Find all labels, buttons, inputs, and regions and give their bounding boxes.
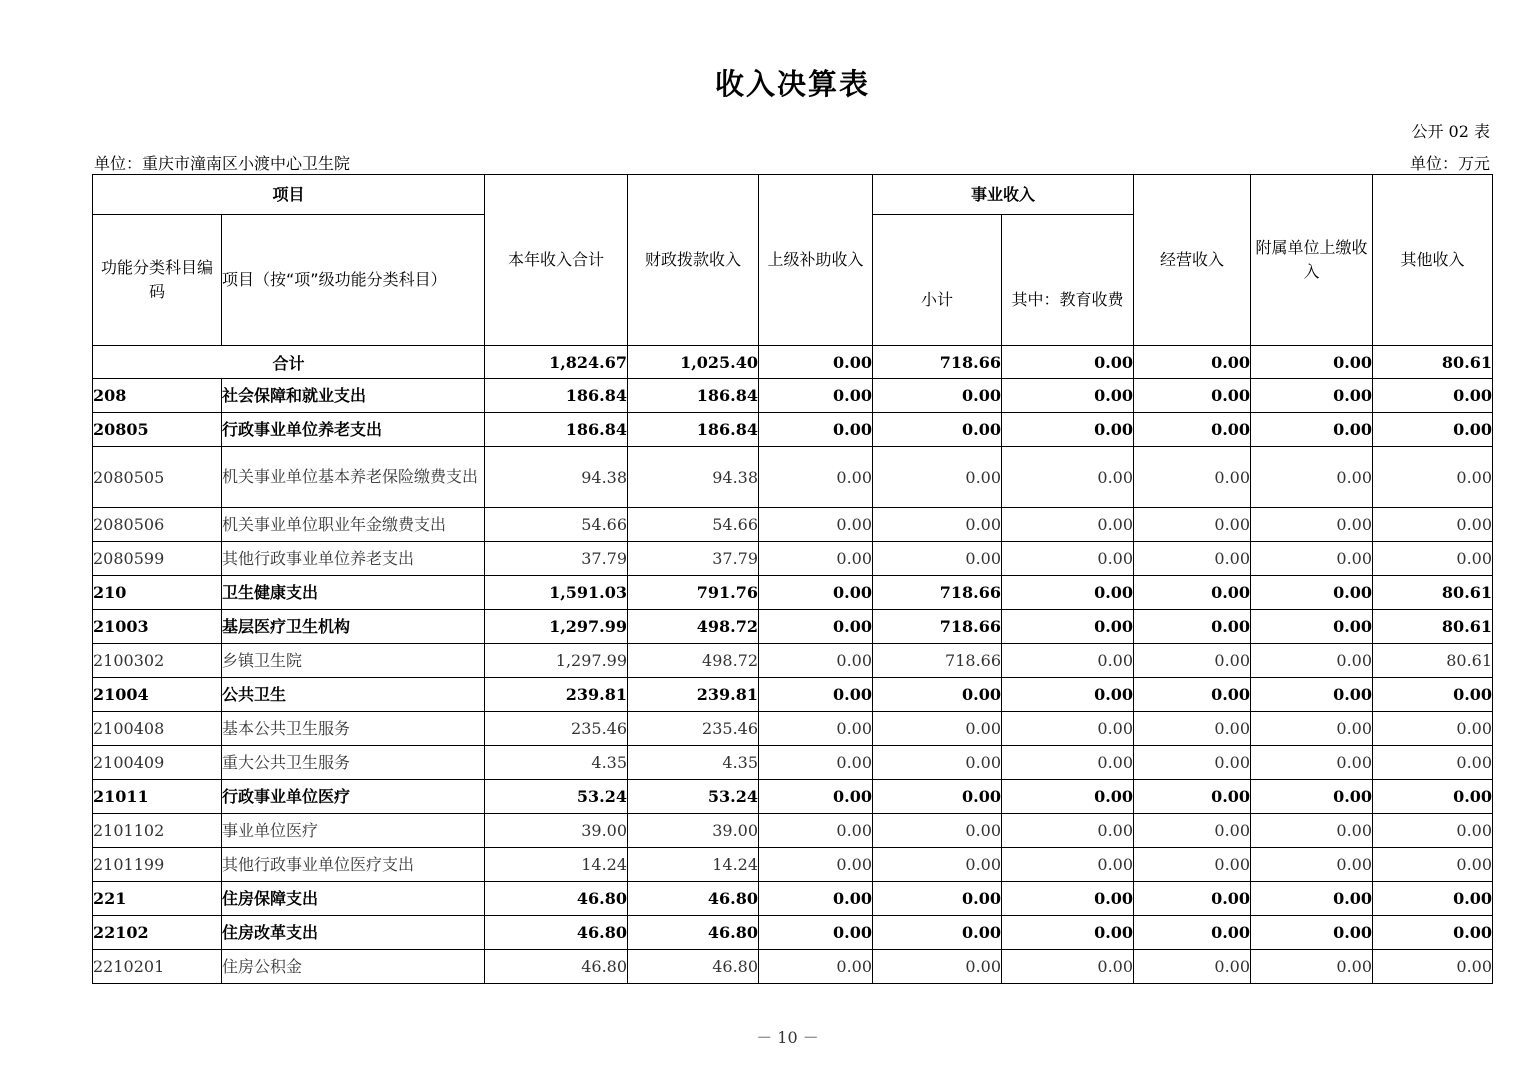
row-name: 卫生健康支出 <box>222 576 485 610</box>
row-value: 0.00 <box>759 379 873 413</box>
row-value: 0.00 <box>759 542 873 576</box>
row-value: 53.24 <box>485 780 628 814</box>
row-value: 4.35 <box>628 746 759 780</box>
row-value: 0.00 <box>1002 379 1134 413</box>
row-value: 0.00 <box>1134 678 1251 712</box>
row-code: 2101102 <box>93 814 222 848</box>
row-value: 186.84 <box>485 379 628 413</box>
row-name: 其他行政事业单位医疗支出 <box>222 848 485 882</box>
row-value: 718.66 <box>873 644 1002 678</box>
row-value: 0.00 <box>1134 916 1251 950</box>
row-value: 0.00 <box>1373 678 1493 712</box>
total-value: 0.00 <box>759 346 873 379</box>
row-code: 22102 <box>93 916 222 950</box>
row-value: 498.72 <box>628 644 759 678</box>
row-value: 46.80 <box>485 882 628 916</box>
header-project: 项目 <box>93 175 485 215</box>
header-code: 功能分类科目编码 <box>93 215 222 346</box>
row-value: 0.00 <box>1373 882 1493 916</box>
row-value: 0.00 <box>1134 814 1251 848</box>
table-row <box>93 712 1493 746</box>
form-number: 公开 02 表 <box>1411 122 1490 141</box>
row-name: 公共卫生 <box>222 678 485 712</box>
row-value: 46.80 <box>628 882 759 916</box>
row-value: 80.61 <box>1373 644 1493 678</box>
row-value: 0.00 <box>1373 542 1493 576</box>
row-value: 0.00 <box>1134 576 1251 610</box>
reporting-unit: 单位：重庆市潼南区小渡中心卫生院 <box>94 154 351 173</box>
row-value: 0.00 <box>1134 447 1251 508</box>
row-value: 0.00 <box>1134 712 1251 746</box>
row-value: 37.79 <box>485 542 628 576</box>
row-value: 0.00 <box>1134 379 1251 413</box>
row-value: 0.00 <box>1002 814 1134 848</box>
row-value: 0.00 <box>1373 413 1493 447</box>
row-value: 0.00 <box>1251 950 1373 984</box>
row-value: 0.00 <box>873 678 1002 712</box>
table-row <box>93 746 1493 780</box>
row-value: 0.00 <box>1002 848 1134 882</box>
row-value: 0.00 <box>1134 610 1251 644</box>
row-value: 0.00 <box>1134 508 1251 542</box>
row-value: 0.00 <box>1373 712 1493 746</box>
row-value: 1,297.99 <box>485 644 628 678</box>
row-value: 1,297.99 <box>485 610 628 644</box>
row-value: 0.00 <box>1002 678 1134 712</box>
row-value: 46.80 <box>485 950 628 984</box>
header-education: 其中：教育收费 <box>1002 215 1134 346</box>
row-name: 事业单位医疗 <box>222 814 485 848</box>
row-value: 80.61 <box>1373 610 1493 644</box>
row-value: 0.00 <box>1134 542 1251 576</box>
table-row <box>93 508 1493 542</box>
row-value: 0.00 <box>759 508 873 542</box>
header-affiliated: 附属单位上缴收入 <box>1251 175 1373 346</box>
total-value: 0.00 <box>1002 346 1134 379</box>
row-value: 0.00 <box>1134 746 1251 780</box>
row-value: 0.00 <box>759 610 873 644</box>
row-value: 0.00 <box>873 916 1002 950</box>
row-value: 0.00 <box>759 746 873 780</box>
row-value: 14.24 <box>485 848 628 882</box>
table-row <box>93 644 1493 678</box>
row-code: 221 <box>93 882 222 916</box>
table-row <box>93 413 1493 447</box>
row-code: 2100302 <box>93 644 222 678</box>
row-value: 0.00 <box>1134 950 1251 984</box>
row-value: 0.00 <box>1251 848 1373 882</box>
row-value: 14.24 <box>628 848 759 882</box>
row-value: 186.84 <box>628 413 759 447</box>
row-name: 基本公共卫生服务 <box>222 712 485 746</box>
row-value: 0.00 <box>873 712 1002 746</box>
row-value: 0.00 <box>759 447 873 508</box>
row-value: 0.00 <box>1373 950 1493 984</box>
total-value: 1,824.67 <box>485 346 628 379</box>
row-name: 重大公共卫生服务 <box>222 746 485 780</box>
row-value: 0.00 <box>873 780 1002 814</box>
row-name: 机关事业单位职业年金缴费支出 <box>222 508 485 542</box>
row-value: 0.00 <box>759 950 873 984</box>
row-value: 0.00 <box>1373 916 1493 950</box>
row-value: 235.46 <box>485 712 628 746</box>
row-value: 0.00 <box>1251 413 1373 447</box>
row-value: 0.00 <box>1002 950 1134 984</box>
table-row <box>93 950 1493 984</box>
row-value: 0.00 <box>873 447 1002 508</box>
row-value: 498.72 <box>628 610 759 644</box>
table-row <box>93 447 1493 508</box>
row-value: 0.00 <box>1373 814 1493 848</box>
row-value: 0.00 <box>1251 379 1373 413</box>
row-value: 0.00 <box>1134 413 1251 447</box>
row-value: 239.81 <box>485 678 628 712</box>
row-name: 住房公积金 <box>222 950 485 984</box>
row-value: 791.76 <box>628 576 759 610</box>
table-row <box>93 882 1493 916</box>
row-code: 21004 <box>93 678 222 712</box>
row-value: 0.00 <box>1002 508 1134 542</box>
row-code: 2100409 <box>93 746 222 780</box>
table-row <box>93 916 1493 950</box>
income-table <box>92 174 1493 984</box>
row-code: 2080505 <box>93 447 222 508</box>
row-value: 39.00 <box>628 814 759 848</box>
row-value: 94.38 <box>628 447 759 508</box>
row-value: 0.00 <box>1251 916 1373 950</box>
total-value: 0.00 <box>1251 346 1373 379</box>
row-value: 0.00 <box>759 644 873 678</box>
row-code: 2101199 <box>93 848 222 882</box>
row-value: 0.00 <box>759 780 873 814</box>
page-number: － 10 － <box>756 1028 819 1047</box>
row-value: 54.66 <box>485 508 628 542</box>
row-value: 0.00 <box>1002 542 1134 576</box>
row-value: 0.00 <box>759 814 873 848</box>
total-value: 718.66 <box>873 346 1002 379</box>
table-row <box>93 610 1493 644</box>
row-value: 46.80 <box>485 916 628 950</box>
page-title: 收入决算表 <box>714 67 870 101</box>
row-code: 2080506 <box>93 508 222 542</box>
row-value: 0.00 <box>873 882 1002 916</box>
row-name: 机关事业单位基本养老保险缴费支出 <box>222 447 485 508</box>
row-value: 0.00 <box>759 413 873 447</box>
row-value: 0.00 <box>1373 379 1493 413</box>
row-value: 0.00 <box>1373 508 1493 542</box>
header-name: 项目（按“项”级功能分类科目） <box>222 215 485 346</box>
row-value: 0.00 <box>1002 644 1134 678</box>
row-name: 行政事业单位养老支出 <box>222 413 485 447</box>
row-value: 0.00 <box>1373 848 1493 882</box>
header-fiscal: 财政拨款收入 <box>628 175 759 346</box>
table-row <box>93 678 1493 712</box>
row-name: 基层医疗卫生机构 <box>222 610 485 644</box>
row-value: 0.00 <box>1251 644 1373 678</box>
row-value: 0.00 <box>1002 712 1134 746</box>
total-value: 1,025.40 <box>628 346 759 379</box>
row-value: 53.24 <box>628 780 759 814</box>
row-value: 0.00 <box>873 814 1002 848</box>
row-value: 0.00 <box>1373 780 1493 814</box>
row-value: 94.38 <box>485 447 628 508</box>
row-value: 0.00 <box>1251 576 1373 610</box>
row-value: 0.00 <box>759 848 873 882</box>
row-value: 0.00 <box>1251 882 1373 916</box>
header-subtotal: 小计 <box>873 215 1002 346</box>
row-value: 0.00 <box>1002 413 1134 447</box>
row-value: 0.00 <box>1002 576 1134 610</box>
currency-unit: 单位：万元 <box>1409 154 1490 173</box>
row-value: 0.00 <box>1002 447 1134 508</box>
row-value: 0.00 <box>759 576 873 610</box>
row-value: 0.00 <box>759 882 873 916</box>
row-code: 2080599 <box>93 542 222 576</box>
row-value: 54.66 <box>628 508 759 542</box>
row-value: 0.00 <box>759 916 873 950</box>
row-name: 住房保障支出 <box>222 882 485 916</box>
row-value: 80.61 <box>1373 576 1493 610</box>
total-value: 80.61 <box>1373 346 1493 379</box>
row-value: 0.00 <box>873 746 1002 780</box>
row-value: 0.00 <box>1251 610 1373 644</box>
row-value: 0.00 <box>1134 848 1251 882</box>
row-name: 其他行政事业单位养老支出 <box>222 542 485 576</box>
table-row <box>93 576 1493 610</box>
row-name: 乡镇卫生院 <box>222 644 485 678</box>
row-value: 0.00 <box>1002 882 1134 916</box>
row-value: 0.00 <box>1251 780 1373 814</box>
header-business-income: 事业收入 <box>873 175 1134 215</box>
row-code: 2210201 <box>93 950 222 984</box>
row-value: 0.00 <box>1002 746 1134 780</box>
row-value: 186.84 <box>485 413 628 447</box>
row-value: 0.00 <box>1002 916 1134 950</box>
header-other: 其他收入 <box>1373 175 1493 346</box>
row-code: 210 <box>93 576 222 610</box>
row-value: 39.00 <box>485 814 628 848</box>
row-value: 718.66 <box>873 610 1002 644</box>
row-code: 20805 <box>93 413 222 447</box>
row-value: 0.00 <box>1251 447 1373 508</box>
row-value: 0.00 <box>1002 780 1134 814</box>
row-value: 718.66 <box>873 576 1002 610</box>
row-value: 0.00 <box>1002 610 1134 644</box>
row-value: 0.00 <box>1134 882 1251 916</box>
row-name: 住房改革支出 <box>222 916 485 950</box>
row-value: 0.00 <box>759 712 873 746</box>
row-value: 0.00 <box>1373 447 1493 508</box>
row-code: 21011 <box>93 780 222 814</box>
row-value: 186.84 <box>628 379 759 413</box>
table-row <box>93 542 1493 576</box>
row-value: 0.00 <box>873 542 1002 576</box>
row-value: 0.00 <box>1134 644 1251 678</box>
row-code: 208 <box>93 379 222 413</box>
row-name: 行政事业单位医疗 <box>222 780 485 814</box>
row-value: 46.80 <box>628 950 759 984</box>
row-value: 0.00 <box>1373 746 1493 780</box>
row-value: 4.35 <box>485 746 628 780</box>
row-value: 46.80 <box>628 916 759 950</box>
row-value: 0.00 <box>1251 678 1373 712</box>
row-value: 0.00 <box>1251 712 1373 746</box>
row-value: 0.00 <box>873 379 1002 413</box>
row-name: 社会保障和就业支出 <box>222 379 485 413</box>
total-value: 0.00 <box>1134 346 1251 379</box>
row-value: 0.00 <box>759 678 873 712</box>
row-value: 0.00 <box>873 508 1002 542</box>
row-value: 0.00 <box>873 413 1002 447</box>
row-value: 0.00 <box>1134 780 1251 814</box>
row-value: 0.00 <box>873 848 1002 882</box>
row-value: 235.46 <box>628 712 759 746</box>
table-row <box>93 814 1493 848</box>
header-total-income: 本年收入合计 <box>485 175 628 346</box>
table-row <box>93 379 1493 413</box>
row-code: 2100408 <box>93 712 222 746</box>
row-value: 0.00 <box>1251 746 1373 780</box>
table-row <box>93 780 1493 814</box>
row-value: 0.00 <box>1251 814 1373 848</box>
row-code: 21003 <box>93 610 222 644</box>
header-superior: 上级补助收入 <box>759 175 873 346</box>
header-operating: 经营收入 <box>1134 175 1251 346</box>
row-value: 0.00 <box>1251 508 1373 542</box>
row-value: 0.00 <box>1251 542 1373 576</box>
row-value: 0.00 <box>873 950 1002 984</box>
row-value: 37.79 <box>628 542 759 576</box>
row-value: 239.81 <box>628 678 759 712</box>
total-label: 合计 <box>93 346 485 379</box>
row-value: 1,591.03 <box>485 576 628 610</box>
table-row <box>93 848 1493 882</box>
total-row <box>93 346 1493 379</box>
